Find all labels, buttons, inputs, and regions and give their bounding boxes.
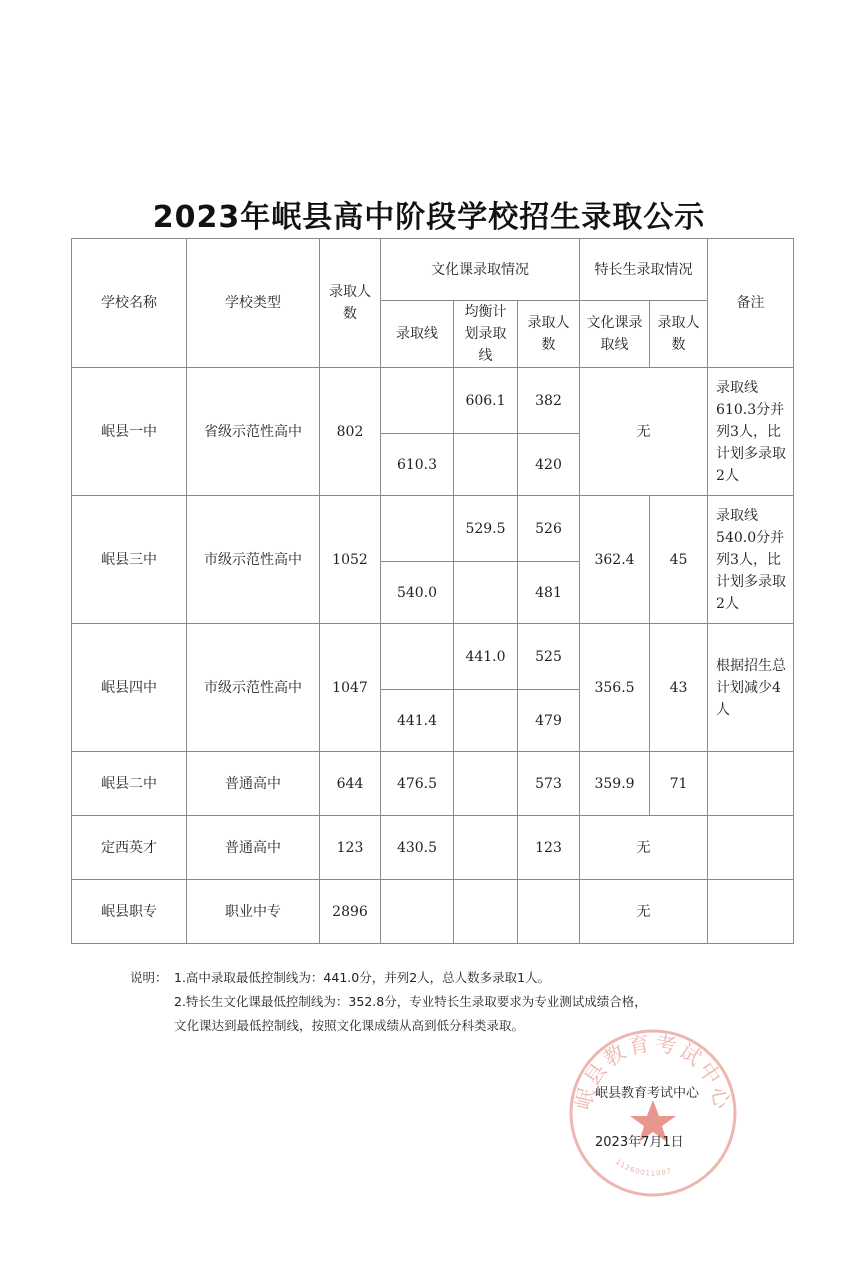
- admit-count: 1052: [320, 496, 381, 624]
- admit-count: 644: [320, 752, 381, 816]
- seal-text: 岷县教育考试中心: [571, 1031, 735, 1114]
- header-culture-line: 录取线: [381, 301, 454, 368]
- culture-count: 573: [518, 752, 580, 816]
- school-name: 岷县职专: [72, 880, 187, 944]
- school-type: 普通高中: [187, 752, 320, 816]
- remark: 根据招生总计划减少4人: [708, 624, 794, 752]
- school-type: 普通高中: [187, 816, 320, 880]
- notes-label: 说明：: [130, 970, 168, 985]
- issue-date: 2023年7月1日: [595, 1135, 684, 1150]
- special-culture-line: 362.4: [580, 496, 650, 624]
- admit-count: 1047: [320, 624, 381, 752]
- culture-line-empty: [381, 624, 454, 690]
- culture-line: 430.5: [381, 816, 454, 880]
- culture-line: 610.3: [381, 434, 454, 496]
- remark: 录取线540.0分并列3人，比计划多录取2人: [708, 496, 794, 624]
- balanced-line-empty: [454, 880, 518, 944]
- school-name: 岷县三中: [72, 496, 187, 624]
- admit-count: 2896: [320, 880, 381, 944]
- header-special-line: 文化课录取线: [580, 301, 650, 368]
- header-special-group: 特长生录取情况: [580, 239, 708, 301]
- culture-line-empty: [381, 880, 454, 944]
- school-name: 岷县四中: [72, 624, 187, 752]
- balanced-line: 441.0: [454, 624, 518, 690]
- header-culture-group: 文化课录取情况: [381, 239, 580, 301]
- remark-empty: [708, 880, 794, 944]
- notes-line-1: 1.高中录取最低控制线为：441.0分，并列2人，总人数多录取1人。: [174, 970, 551, 985]
- school-type: 省级示范性高中: [187, 368, 320, 496]
- admit-count: 123: [320, 816, 381, 880]
- remark-empty: [708, 752, 794, 816]
- school-name: 岷县二中: [72, 752, 187, 816]
- culture-line-empty: [381, 496, 454, 562]
- culture-line-empty: [381, 368, 454, 434]
- special-none: 无: [580, 368, 708, 496]
- remark: 录取线610.3分并列3人，比计划多录取2人: [708, 368, 794, 496]
- notes-line-3: 文化课达到最低控制线，按照文化课成绩从高到低分科类录取。: [174, 1018, 525, 1033]
- culture-count: 420: [518, 434, 580, 496]
- signature: 岷县教育考试中心: [595, 1086, 700, 1101]
- header-special-count: 录取人数: [650, 301, 708, 368]
- header-balanced-line: 均衡计划录取线: [454, 301, 518, 368]
- balanced-line-empty: [454, 752, 518, 816]
- special-culture-line: 359.9: [580, 752, 650, 816]
- special-culture-line: 356.5: [580, 624, 650, 752]
- culture-count: 481: [518, 562, 580, 624]
- balanced-line-empty: [454, 434, 518, 496]
- culture-count: 526: [518, 496, 580, 562]
- official-seal: [566, 1026, 740, 1200]
- culture-count: 525: [518, 624, 580, 690]
- school-type: 职业中专: [187, 880, 320, 944]
- balanced-line-empty: [454, 562, 518, 624]
- school-name: 定西英才: [72, 816, 187, 880]
- balanced-line-empty: [454, 816, 518, 880]
- culture-line: 476.5: [381, 752, 454, 816]
- balanced-line: 606.1: [454, 368, 518, 434]
- culture-count: 123: [518, 816, 580, 880]
- special-count: 45: [650, 496, 708, 624]
- header-school-type: 学校类型: [187, 239, 320, 368]
- header-admit-count: 录取人数: [320, 239, 381, 368]
- culture-count-empty: [518, 880, 580, 944]
- culture-line: 441.4: [381, 690, 454, 752]
- special-none: 无: [580, 880, 708, 944]
- notes-line-2: 2.特长生文化课最低控制线为：352.8分，专业特长生录取要求为专业测试成绩合格，: [174, 994, 647, 1009]
- admission-table: [71, 238, 794, 944]
- school-type: 市级示范性高中: [187, 496, 320, 624]
- culture-line: 540.0: [381, 562, 454, 624]
- header-remark: 备注: [708, 239, 794, 368]
- special-count: 71: [650, 752, 708, 816]
- seal-code: 11260011087: [614, 1157, 673, 1178]
- culture-count: 382: [518, 368, 580, 434]
- special-count: 43: [650, 624, 708, 752]
- balanced-line-empty: [454, 690, 518, 752]
- remark-empty: [708, 816, 794, 880]
- svg-text:11260011087: [614, 1158, 673, 1178]
- culture-count: 479: [518, 690, 580, 752]
- school-type: 市级示范性高中: [187, 624, 320, 752]
- special-none: 无: [580, 816, 708, 880]
- header-culture-count: 录取人数: [518, 301, 580, 368]
- header-school-name: 学校名称: [72, 239, 187, 368]
- school-name: 岷县一中: [72, 368, 187, 496]
- admit-count: 802: [320, 368, 381, 496]
- balanced-line: 529.5: [454, 496, 518, 562]
- page-title: 2023年岷县高中阶段学校招生录取公示: [152, 200, 706, 235]
